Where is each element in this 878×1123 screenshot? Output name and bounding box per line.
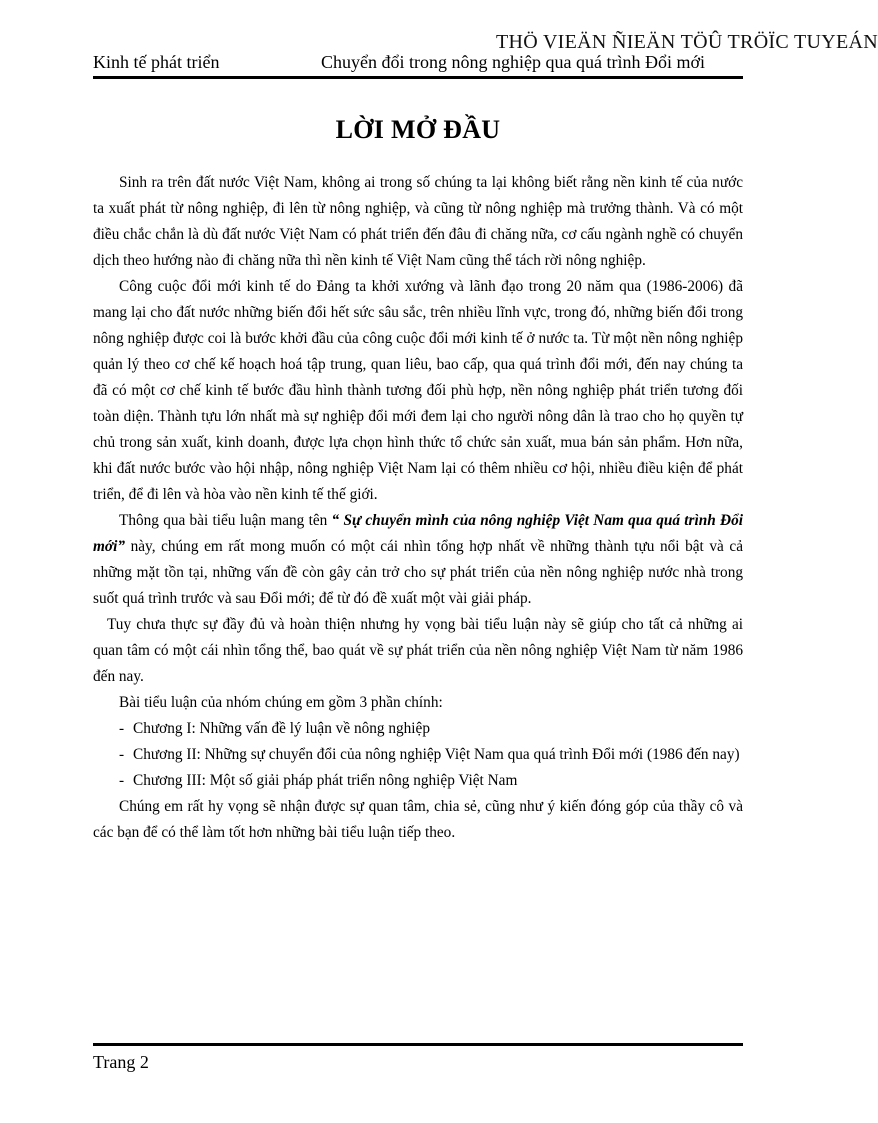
list-dash: - bbox=[119, 772, 125, 789]
chapter-item-3 bbox=[93, 768, 743, 794]
chapter-label: Chương II: Những sự chuyển đổi của nông nghiệp Việt Nam qua quá trình Đổi mới (1986 đến nay) bbox=[133, 746, 740, 763]
paragraph-6: Chúng em rất hy vọng sẽ nhận được sự quan tâm, chia sẻ, cũng như ý kiến đóng góp của thầy cô và các bạn để có thể làm tốt hơn những bài tiểu luận tiếp theo. bbox=[93, 798, 743, 841]
header-subject: Kinh tế phát triển bbox=[93, 52, 220, 72]
paragraph-3-lead: Thông qua bài tiểu luận mang tên bbox=[119, 512, 332, 529]
paragraph-3 bbox=[93, 508, 743, 612]
chapter-label: Chương I: Những vấn đề lý luận về nông nghiệp bbox=[133, 720, 430, 737]
paragraph-4: Tuy chưa thực sự đầy đủ và hoàn thiện nhưng hy vọng bài tiểu luận này sẽ giúp cho tất cả những ai quan tâm có một cái nhìn tổng thể, bao quát về sự phát triển của nền nông nghiệp Việt Nam từ năm 1986 đến nay. bbox=[93, 616, 743, 685]
document-body bbox=[93, 170, 743, 846]
page-title: LỜI MỞ ĐẦU bbox=[335, 115, 501, 144]
list-dash: - bbox=[119, 720, 125, 737]
header-topic: Chuyển đổi trong nông nghiệp qua quá trình Đổi mới bbox=[321, 52, 705, 72]
chapter-item-1 bbox=[93, 716, 743, 742]
essay-title-emphasis: “ Sự chuyển mình của nông nghiệp Việt Nam qua quá trình Đổi mới” bbox=[93, 512, 743, 555]
paragraph-1: Sinh ra trên đất nước Việt Nam, không ai trong số chúng ta lại không biết rằng nền kinh tế của nước ta xuất phát từ nông nghiệp, đi lên từ nông nghiệp, và cũng từ nông nghiệp mà trưởng thành. Và có một điều chắc chắn là dù đất nước Việt Nam có phát triển đến đâu đi chăng nữa, cơ cấu ngành nghề có chuyển dịch theo hướng nào đi chăng nữa thì nền kinh tế Việt Nam cũng thể tách rời nông nghiệp. bbox=[93, 174, 743, 269]
chapter-item-2 bbox=[93, 742, 743, 768]
paragraph-3-rest: này, chúng em rất mong muốn có một cái nhìn tổng hợp nhất về những thành tựu nổi bật và cả những mặt tồn tại, những vấn đề còn gây cản trở cho sự phát triển của nền nông nghiệp nước nhà trong suốt quá trình trước và sau Đổi mới; để từ đó đề xuất một vài giải pháp. bbox=[93, 538, 743, 607]
page-footer bbox=[93, 1043, 743, 1073]
page-header bbox=[93, 50, 743, 79]
chapter-label: Chương III: Một số giải pháp phát triển nông nghiệp Việt Nam bbox=[133, 772, 518, 789]
paragraph-5: Bài tiểu luận của nhóm chúng em gồm 3 phần chính: bbox=[119, 694, 443, 711]
page-number: Trang 2 bbox=[93, 1052, 149, 1072]
paragraph-2: Công cuộc đổi mới kinh tế do Đảng ta khởi xướng và lãnh đạo trong 20 năm qua (1986-2006) đã mang lại cho đất nước những biến đổi hết sức sâu sắc, trên nhiều lĩnh vực, trong đó, những biến đổi trong nông nghiệp được coi là bước khởi đầu của công cuộc đổi mới kinh tế ở nước ta. Từ một nền nông nghiệp quản lý theo cơ chế kế hoạch hoá tập trung, quan liêu, bao cấp, qua quá trình đổi mới, đến nay chúng ta đã có một cơ chế kinh tế bước đầu hình thành tương đối phù hợp, nền nông nghiệp phát triển tương đối toàn diện. Thành tựu lớn nhất mà sự nghiệp đổi mới đem lại cho người nông dân là trao cho họ quyền tự chủ trong sản xuất, kinh doanh, được lựa chọn hình thức tổ chức sản xuất, mua bán sản phẩm. Hơn nữa, khi đất nước bước vào hội nhập, nông nghiệp Việt Nam lại có thêm nhiều cơ hội, nhiều điều kiện để phát triển, để đi lên và hòa vào nền kinh tế thế giới. bbox=[93, 278, 743, 503]
watermark-text: THÖ VIEÄN ÑIEÄN TÖÛ TRÖÏC TUYEÁN bbox=[496, 31, 878, 53]
list-dash: - bbox=[119, 746, 125, 763]
